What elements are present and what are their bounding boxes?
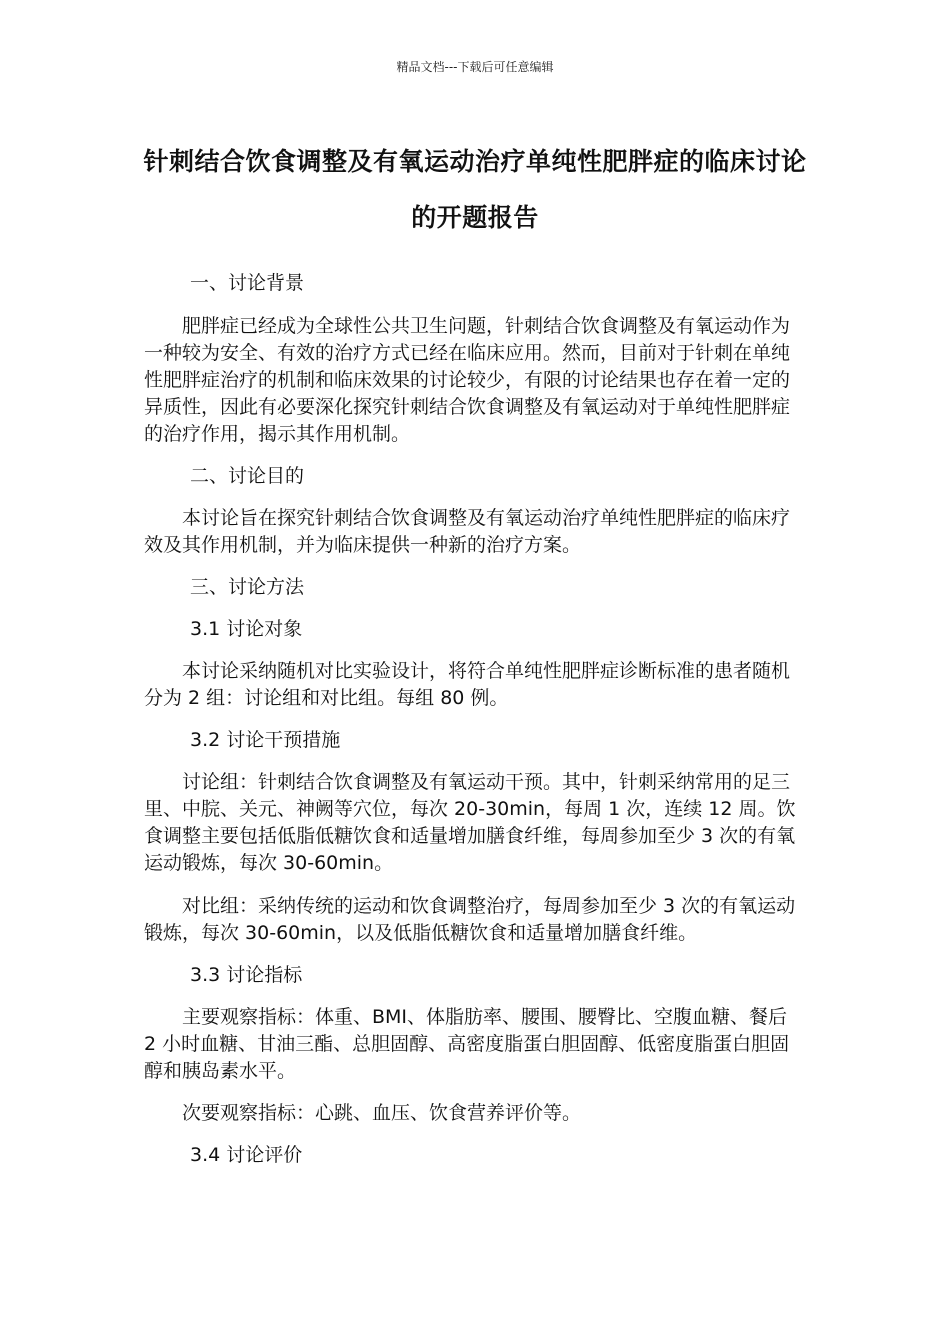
section-3-4-heading-block [144, 1142, 796, 1169]
subsection-heading: 3.2 讨论干预措施 [190, 729, 341, 751]
section-3-3-paragraph-1-block [144, 1004, 796, 1085]
subsection-heading: 3.4 讨论评价 [190, 1144, 303, 1166]
section-3-2-heading-block [144, 727, 796, 754]
paragraph: 主要观察指标：体重、BMI、体脂肪率、腰围、腰臀比、空腹血糖、餐后 2 小时血糖、甘油三酯、总胆固醇、高密度脂蛋白胆固醇、低密度脂蛋白胆固醇和胰岛素水平。 [144, 1006, 790, 1082]
section-3-3-paragraph-2-block [144, 1100, 796, 1127]
section-1-paragraph-block [144, 313, 796, 448]
section-3-3-heading-block [144, 962, 796, 989]
section-2-heading-block [144, 463, 796, 490]
paragraph: 肥胖症已经成为全球性公共卫生问题，针刺结合饮食调整及有氧运动作为一种较为安全、有效的治疗方式已经在临床应用。然而，目前对于针刺在单纯性肥胖症治疗的机制和临床效果的讨论较少，有限的讨论结果也存在着一定的异质性，因此有必要深化探究针刺结合饮食调整及有氧运动对于单纯性肥胖症的治疗作用，揭示其作用机制。 [144, 315, 791, 445]
subsection-heading: 3.3 讨论指标 [190, 964, 303, 986]
subsection-heading: 3.1 讨论对象 [190, 618, 303, 640]
paragraph: 本讨论采纳随机对比实验设计，将符合单纯性肥胖症诊断标准的患者随机分为 2 组：讨论组和对比组。每组 80 例。 [144, 660, 791, 709]
paragraph: 本讨论旨在探究针刺结合饮食调整及有氧运动治疗单纯性肥胖症的临床疗效及其作用机制，并为临床提供一种新的治疗方案。 [144, 507, 791, 556]
section-3-2-paragraph-2-block [144, 893, 796, 947]
header-note: 精品文档---下载后可任意编辑 [396, 60, 554, 74]
paragraph: 对比组：采纳传统的运动和饮食调整治疗，每周参加至少 3 次的有氧运动锻炼，每次 30-60min，以及低脂低糖饮食和适量增加膳食纤维。 [144, 895, 796, 944]
document-title: 针刺结合饮食调整及有氧运动治疗单纯性肥胖症的临床讨论的开题报告 [143, 147, 807, 232]
section-heading: 一、讨论背景 [190, 272, 305, 294]
section-1-heading-block [144, 270, 796, 297]
section-3-1-heading-block [144, 616, 796, 643]
paragraph: 讨论组：针刺结合饮食调整及有氧运动干预。其中，针刺采纳常用的足三里、中脘、关元、神阙等穴位，每次 20-30min，每周 1 次，连续 12 周。饮食调整主要包括低脂低糖饮食和适量增加膳食纤维，每周参加至少 3 次的有氧运动锻炼，每次 30-60min。 [144, 771, 796, 874]
section-heading: 二、讨论目的 [190, 465, 305, 487]
section-heading: 三、讨论方法 [190, 576, 305, 598]
paragraph: 次要观察指标：心跳、血压、饮食营养评价等。 [182, 1102, 582, 1124]
section-3-heading-block [144, 574, 796, 601]
section-3-2-paragraph-1-block [144, 769, 796, 877]
section-2-paragraph-block [144, 505, 796, 559]
section-3-1-paragraph-block [144, 658, 796, 712]
